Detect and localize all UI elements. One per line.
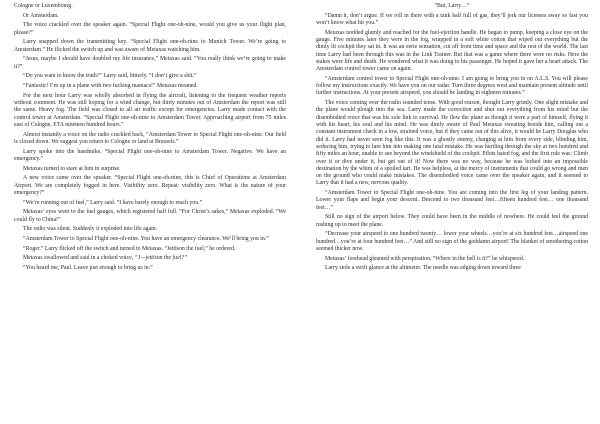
paragraph: For the next hour Larry was wholly absorbed in flying the aircraft, listening to the frequent weather reports without comment. He was still hoping for a wind change, but thirty minutes out of Amsterdam the report was still the same. Heavy fog. The field was closed to all air traffic except for emergencies. Larry made contact with the control tower at Amsterdam. “Special Flight one-oh-nine to Amsterdam Tower. Approaching airport from 75 miles east of Cologne, ETA nineteen hundred hours.”	[14, 92, 286, 128]
paragraph: Larry spoke into the handmike. “Special Flight one-oh-nine to Amsterdam Tower. Negative. We have an emergency.”	[14, 148, 286, 162]
paragraph: “Amsterdam Tower to Special Flight one-oh-nine. You are coming into the first leg of your landing pattern. Lower your flaps and begin your descent. Descend to two thousand feet…fifteen hundred feet… one thousand feet…”	[316, 190, 588, 211]
paragraph: Metaxas nodded glumly and reached for the fuel-ejection handle. He began to pump, keeping a close eye on the gauge. Five minutes later they were in the fog, wrapped in a soft white cotton that wiped out everything but the dimly lit cockpit they sat in. It was an eerie sensation, cut off from time and space and the rest of the world. The last time Larry had been through this was in the Link Trainer. But that was a game where there were no risks. Here the stakes were life and death. He wondered what it was doing to his passenger. He hoped it gave her a heart attack. The Amsterdam control tower came on again.	[316, 29, 588, 73]
paragraph: “Amsterdam Tower to Special Flight one-oh-nine. You have an emergency clearance. We’ll bring you in.”	[23, 235, 269, 242]
paragraph: “Decrease your airspeed to one hundred twenty… lower your wheels…you’re at six hundred feet…airspeed one hundred…you’re at four hundred feet…” And still no sign of the goddamn airport! The blanket of smothering cotton seemed thicker now.	[316, 231, 588, 252]
paragraph: “Jesus, maybe I should have doubled my life insurance,” Metaxas said. “You really think we’re going to make it?”	[14, 56, 286, 70]
paragraph: “Amsterdam control tower to Special Flight one-oh-nine. I am going to bring you in on A.L.S. You will please follow my instructions exactly. We have you on our radar. Turn three degrees west and maintain present altitude until further instructions. At your present airspeed, you should be landing in eighteen minutes.”	[316, 75, 588, 97]
paragraph: Or Amsterdam.	[23, 12, 59, 19]
paragraph: “Damn it, don’t argue. If we roll in there with a tank half full of gas, they’ll jerk our licenses away so fast you won’t know what hit you.”	[316, 12, 588, 26]
paragraph: “But, Larry…”	[434, 3, 470, 9]
paragraph: The voice coming over the radio sounded tense. With good reason, thought Larry grimly. One slight mistake and the plane would plough into the sea. Larry made the correction and shut out everything from his mind but the disembodied voice that was his sole link to survival. He flew the plane as though it were a part of himself, flying it with his heart, his soul and his mind. He was dimly aware of Paul Metaxas sweating beside him, calling out a constant instrument check in a low, strained voice, but if they came out of this alive, it would be Larry Douglas who did it. Larry had never seen fog like this. It was a ghostly enemy, charging at him from every side, blinding him, seducing him, trying to lure him into making one fatal mistake. He was hurtling through the sky at two hundred and fifty miles an hour, unable to see beyond the windshield of the cockpit. Pilots hated fog, and the first rule was: Climb over it or dive under it, but get out of it! Now there was no way, because he was locked into an impossible destination by the whim of a spoiled tart. He was helpless, at the mercy of instruments that could go wrong and men on the ground who could make mistakes. The disembodied voice came over the speaker again, and it seemed to Larry that it had a new, nervous quality.	[316, 100, 588, 187]
paragraph: “We’re running out of fuel,” Larry said. “I have barely enough to reach you.”	[23, 199, 203, 206]
paragraph	[14, 255, 286, 262]
paragraph: Metaxas’ eyes went to the fuel gauges, which registered half full. “For Christ’s sakes,” Metaxas exploded. “We could fly to China!”	[14, 209, 286, 223]
paragraph: Still no sign of the airport below. They could have been in the middle of nowhere. He could feel the ground rushing up to meet the plane.	[316, 214, 588, 228]
paragraph: Metaxas’ forehead gleamed with perspiration. “Where in the hell is it?” he whispered.	[325, 255, 525, 262]
paragraph: “Fantastic! I’m up in a plane with two fucking maniacs!” Metaxas moaned.	[23, 83, 198, 90]
paragraph-text: Metaxas swallowed and said in a choked voice,	[23, 255, 135, 262]
paragraph: Almost instantly a voice on the radio crackled back, “Amsterdam Tower to Special Flight one-oh-nine. Our field is closed down. We suggest you return to Cologne or land at Brussels.”	[14, 131, 286, 145]
paragraph: A new voice came over the speaker. “Special Flight one-oh-nine, this is Chief of Operations at Amsterdam Airport. We are completely fogged in here. Visibility zero. Repeat: visibility zero. What is the nature of your emergency?”	[14, 175, 286, 196]
paragraph: The voice crackled over the speaker again. “Special Flight one-oh-nine, would you give us your flight plan, please?”	[14, 22, 286, 36]
right-column	[316, 3, 588, 422]
paragraph: Metaxas turned to stare at him in surprise.	[23, 165, 121, 172]
emphasized-text: “J—jettison the fuel?”	[134, 255, 188, 262]
left-column	[14, 3, 286, 422]
paragraph: “Do you want to know the truth?” Larry said, bitterly. “I don’t give a shit.”	[23, 73, 197, 80]
paragraph: “You heard me, Paul. Leave just enough to bring us in.”	[23, 264, 153, 271]
paragraph: The radio was silent. Suddenly it exploded into life again.	[23, 226, 158, 233]
paragraph: Larry snapped down the transmitting key. “Special Flight one-oh-nine to Munich Tower. We’re going to Amsterdam.” He flicked the switch up and was aware of Metaxas watching him.	[14, 39, 286, 53]
paragraph: Cologne or Luxembourg.	[14, 3, 73, 9]
paragraph: “Roger.” Larry flicked off the switch and turned to Metaxas. “Jettison the fuel,” he ordered.	[23, 245, 236, 252]
paragraph: Larry stole a swift glance at the altimeter. The needle was edging down toward three	[325, 265, 521, 272]
